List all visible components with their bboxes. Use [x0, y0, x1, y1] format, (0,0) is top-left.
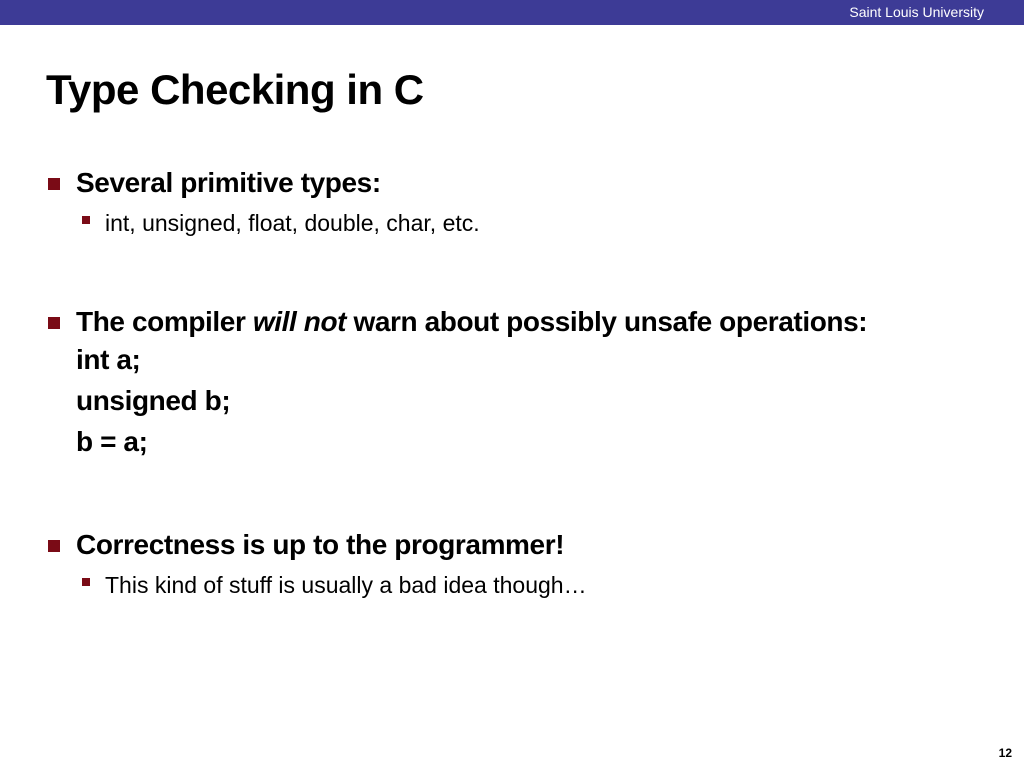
- sub-bullet-text: This kind of stuff is usually a bad idea though…: [105, 572, 587, 598]
- bullet-compiler-warning: [46, 305, 996, 462]
- square-bullet-icon: [48, 540, 60, 552]
- bullet-correctness: [46, 528, 996, 600]
- bullet-text: Several primitive types:: [76, 167, 381, 198]
- university-name: Saint Louis University: [849, 4, 984, 20]
- header-bar: [0, 0, 1024, 25]
- bullet-primitive-types: [46, 166, 996, 238]
- code-line: unsigned b;: [76, 385, 231, 416]
- code-line: b = a;: [76, 426, 148, 457]
- bullet-text-before: The compiler: [76, 306, 253, 337]
- square-bullet-icon: [48, 317, 60, 329]
- square-bullet-icon: [48, 178, 60, 190]
- bullet-text: Correctness is up to the programmer!: [76, 529, 565, 560]
- slide-title: Type Checking in C: [46, 66, 424, 113]
- bullet-text-after: warn about possibly unsafe operations:: [346, 306, 868, 337]
- bullet-text-emphasis: will not: [252, 306, 347, 337]
- code-line: int a;: [76, 344, 141, 375]
- small-square-bullet-icon: [82, 578, 90, 586]
- sub-bullet-text: int, unsigned, float, double, char, etc.: [105, 210, 480, 236]
- small-square-bullet-icon: [82, 216, 90, 224]
- page-number: 12: [998, 746, 1012, 760]
